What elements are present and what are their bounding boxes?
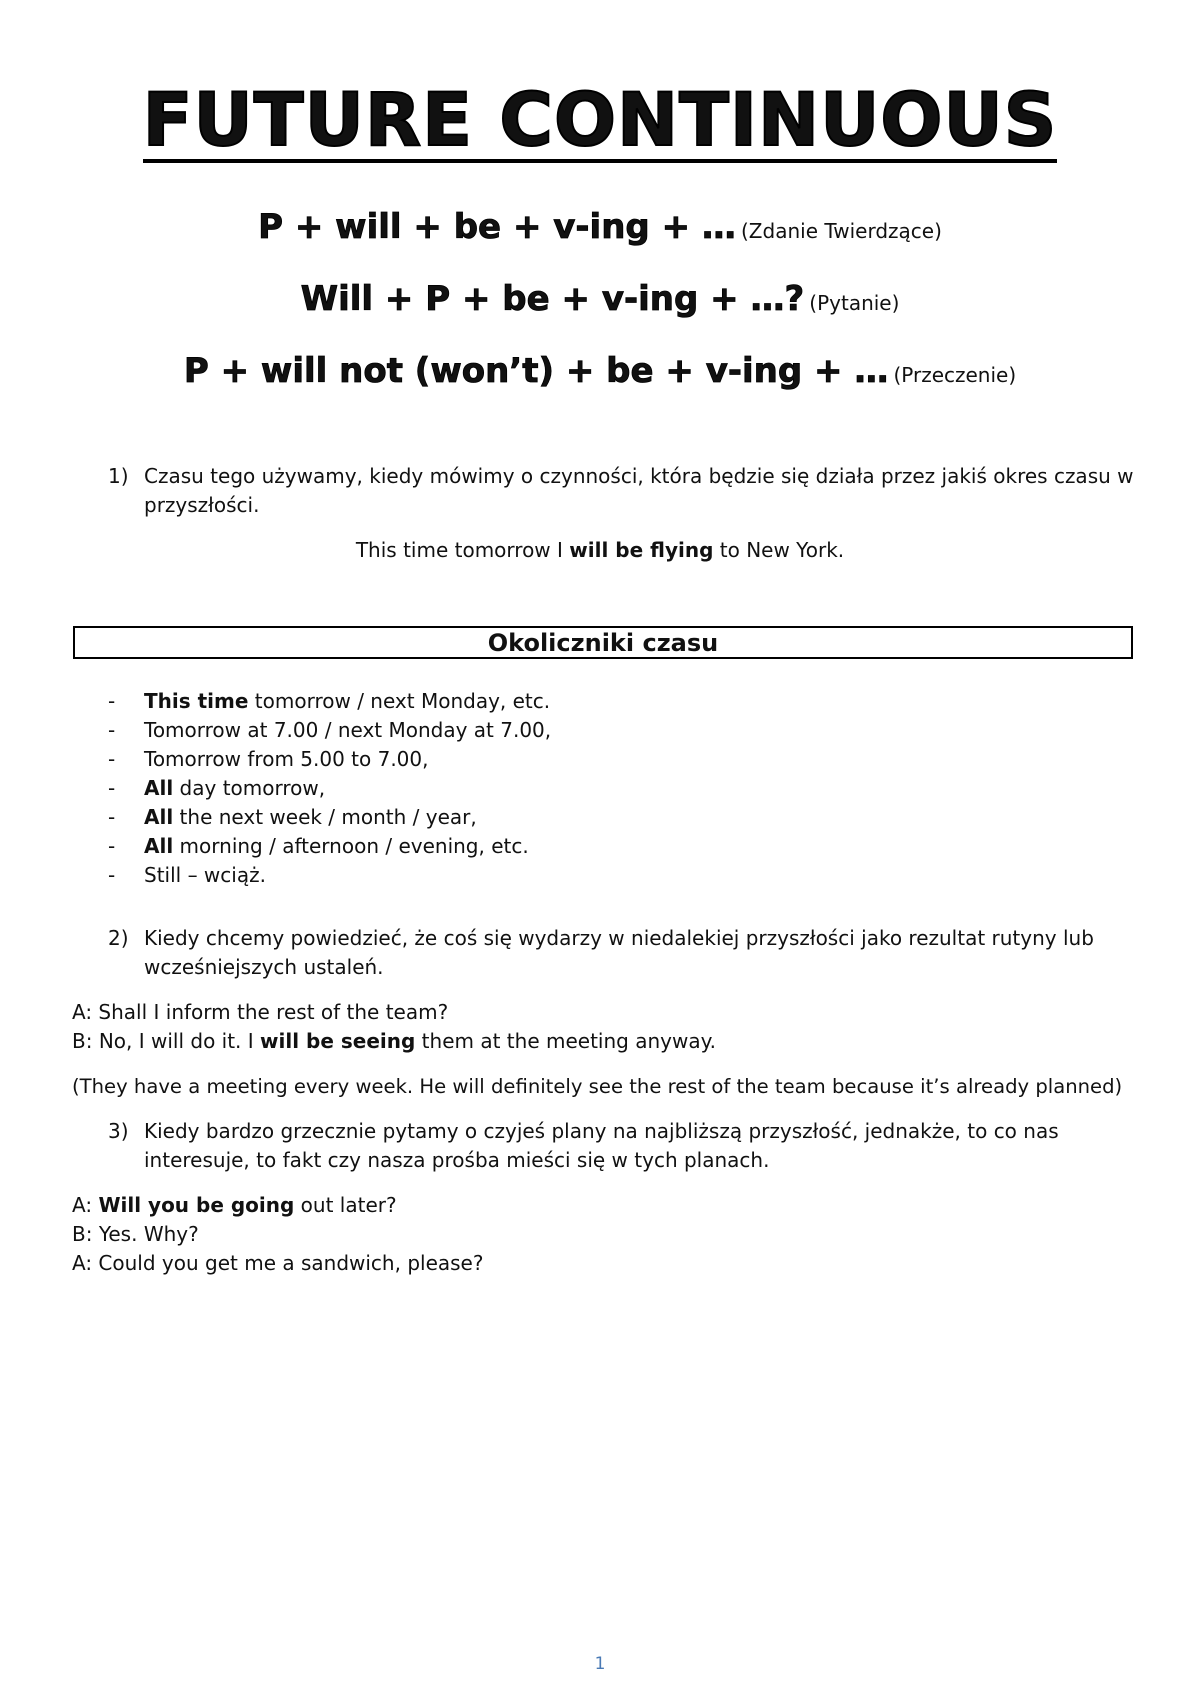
formula-negative [0, 351, 1200, 391]
formula-main: Will + P + be + v-ing + …? [300, 279, 805, 319]
rule-number: 3) [108, 1119, 129, 1143]
dialog-line: A: Could you get me a sandwich, please? [72, 1251, 484, 1275]
list-item-text: the next week / month / year, [173, 805, 477, 829]
formula-note: (Zdanie Twierdzące) [741, 219, 942, 243]
example-highlight: will be flying [569, 538, 714, 562]
dialog-text: A: [72, 1193, 99, 1217]
list-item [108, 803, 551, 832]
adverbial-list [108, 687, 551, 890]
list-item-text: morning / afternoon / evening, etc. [173, 834, 529, 858]
rule-text-line: wcześniejszych ustaleń. [144, 955, 384, 979]
section-heading [73, 626, 1133, 659]
formula-main: P + will not (won’t) + be + v-ing + … [183, 351, 889, 391]
list-dash: - [108, 718, 116, 742]
list-item-bold: All [144, 805, 174, 829]
rule-text-line: przyszłości. [144, 493, 260, 517]
list-dash: - [108, 834, 116, 858]
list-item-text: Tomorrow at 7.00 / next Monday at 7.00, [144, 718, 552, 742]
rule-text-line: Kiedy bardzo grzecznie pytamy o czyjeś plany na najbliższą przyszłość, jednakże, to co nas [144, 1119, 1059, 1143]
rule-text-line: interesuje, to fakt czy nasza prośba mieści się w tych planach. [144, 1148, 770, 1172]
list-item [108, 716, 551, 745]
dialog-line: B: Yes. Why? [72, 1222, 199, 1246]
dialog-text: them at the meeting anyway. [415, 1029, 716, 1053]
list-item-bold: All [144, 776, 174, 800]
explanation-note: (They have a meeting every week. He will definitely see the rest of the team because it’s already planned) [72, 1075, 1123, 1098]
list-item-text: Still – wciąż. [144, 863, 266, 887]
list-item [108, 861, 551, 890]
example-text: to New York. [713, 538, 845, 562]
rule-number: 2) [108, 926, 129, 950]
formula-note: (Przeczenie) [893, 363, 1017, 387]
list-item-text: day tomorrow, [173, 776, 326, 800]
rule-number: 1) [108, 464, 129, 488]
dialog-text: B: No, I will do it. I [72, 1029, 261, 1053]
section-heading-text: Okoliczniki czasu [487, 629, 719, 657]
dialog-text: out later? [294, 1193, 397, 1217]
list-item [108, 774, 551, 803]
dialog-line: A: Shall I inform the rest of the team? [72, 1000, 449, 1024]
list-item [108, 745, 551, 774]
example-text: This time tomorrow I [355, 538, 570, 562]
example-sentence [0, 536, 1200, 565]
list-dash: - [108, 863, 116, 887]
dialog-highlight: Will you be going [98, 1193, 295, 1217]
list-item-bold: All [144, 834, 174, 858]
formula-question [0, 279, 1200, 319]
list-item [108, 687, 551, 716]
list-dash: - [108, 776, 116, 800]
page-number: 1 [594, 1654, 606, 1674]
dialog-line [72, 1027, 716, 1056]
list-item-text: tomorrow / next Monday, etc. [248, 689, 551, 713]
page-title [0, 78, 1200, 163]
list-dash: - [108, 747, 116, 771]
list-item-bold: This time [144, 689, 249, 713]
page-title-text: FUTURE CONTINUOUS [142, 78, 1058, 163]
list-item-text: Tomorrow from 5.00 to 7.00, [144, 747, 429, 771]
list-dash: - [108, 805, 116, 829]
dialog-line [72, 1191, 397, 1220]
formula-main: P + will + be + v-ing + … [258, 207, 736, 247]
rule-text-line: Czasu tego używamy, kiedy mówimy o czynności, która będzie się działa przez jakiś okres czasu w [144, 464, 1134, 488]
list-item [108, 832, 551, 861]
rule-text-line: Kiedy chcemy powiedzieć, że coś się wydarzy w niedalekiej przyszłości jako rezultat rutyny lub [144, 926, 1094, 950]
formula-affirmative [0, 207, 1200, 247]
list-dash: - [108, 689, 116, 713]
formula-note: (Pytanie) [809, 291, 900, 315]
dialog-highlight: will be seeing [260, 1029, 416, 1053]
